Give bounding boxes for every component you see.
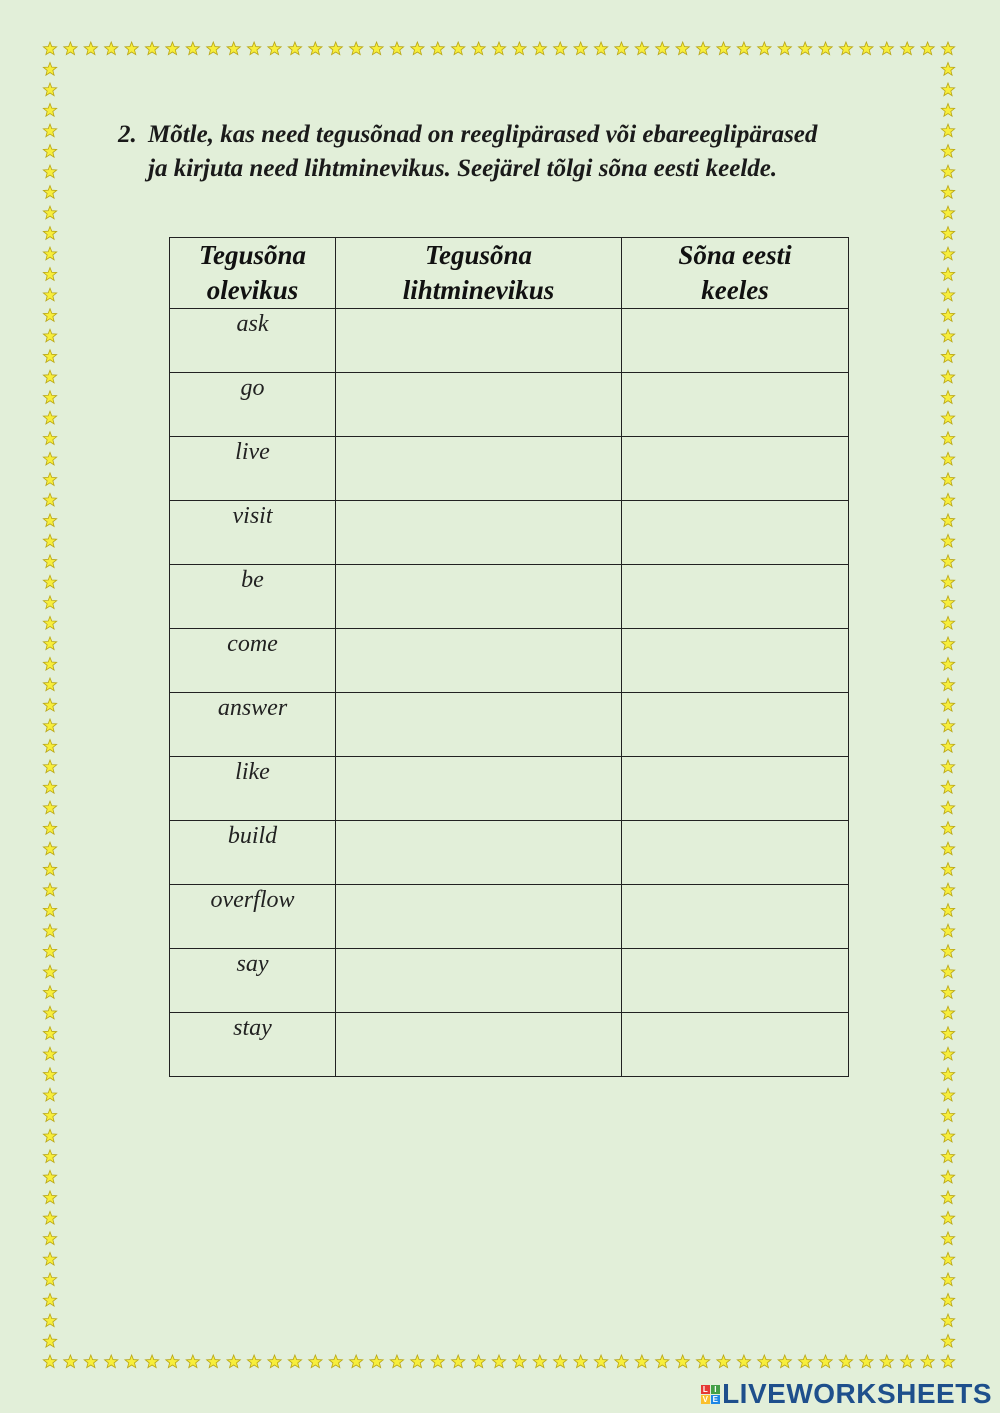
border-star [145, 42, 158, 55]
border-star [64, 1355, 77, 1368]
border-star [941, 432, 954, 445]
border-star [431, 42, 444, 55]
header-row [170, 238, 849, 309]
border-star [43, 1150, 56, 1163]
header-present-tense [170, 238, 336, 309]
border-star [452, 42, 465, 55]
border-star [43, 842, 56, 855]
border-star [288, 42, 301, 55]
border-star [941, 493, 954, 506]
verb-present-cell: overflow [170, 885, 336, 949]
border-star [778, 1355, 791, 1368]
border-star [941, 63, 954, 76]
border-star [43, 1109, 56, 1122]
verb-present-cell: ask [170, 309, 336, 373]
border-star [676, 1355, 689, 1368]
border-star [941, 83, 954, 96]
border-star [43, 822, 56, 835]
border-star [43, 1334, 56, 1347]
border-star [227, 42, 240, 55]
border-star [247, 42, 260, 55]
estonian-translation-cell[interactable] [622, 437, 849, 501]
border-star [349, 42, 362, 55]
border-star [43, 1129, 56, 1142]
border-star [329, 42, 342, 55]
border-star [452, 1355, 465, 1368]
border-star [43, 801, 56, 814]
border-star [43, 145, 56, 158]
verb-present-cell: go [170, 373, 336, 437]
border-star [84, 1355, 97, 1368]
border-star [411, 42, 424, 55]
table-row [170, 309, 849, 373]
border-star [941, 1027, 954, 1040]
border-star [186, 1355, 199, 1368]
border-star [635, 1355, 648, 1368]
past-simple-answer-cell[interactable] [336, 949, 622, 1013]
border-star [43, 247, 56, 260]
border-star [43, 63, 56, 76]
border-star [43, 863, 56, 876]
border-star [43, 1027, 56, 1040]
border-star [329, 1355, 342, 1368]
estonian-translation-cell[interactable] [622, 757, 849, 821]
border-star [941, 1314, 954, 1327]
border-star [941, 822, 954, 835]
border-star [941, 1293, 954, 1306]
border-star [43, 473, 56, 486]
header-estonian-word [622, 238, 849, 309]
border-star [941, 760, 954, 773]
border-star [941, 863, 954, 876]
header-line: keeles [701, 275, 769, 305]
verb-present-cell: live [170, 437, 336, 501]
table-row [170, 757, 849, 821]
border-star [941, 801, 954, 814]
border-star [84, 42, 97, 55]
border-star [901, 42, 914, 55]
border-star [941, 986, 954, 999]
border-star [798, 42, 811, 55]
border-star [43, 1232, 56, 1245]
border-star [43, 432, 56, 445]
header-past-simple [336, 238, 622, 309]
border-star [43, 555, 56, 568]
instruction-line-2: ja kirjuta need lihtminevikus. Seejärel tõlgi sõna eesti keelde. [148, 155, 778, 182]
border-star [554, 1355, 567, 1368]
border-star [941, 699, 954, 712]
logo-letter: E [712, 1394, 719, 1404]
border-star [941, 575, 954, 588]
border-star [941, 1334, 954, 1347]
border-star [941, 1150, 954, 1163]
border-star [941, 616, 954, 629]
table-row [170, 373, 849, 437]
border-star [941, 1006, 954, 1019]
past-simple-answer-cell[interactable] [336, 373, 622, 437]
header-line: lihtminevikus [402, 275, 555, 305]
border-star [207, 1355, 220, 1368]
liveworksheets-logo [701, 1378, 992, 1410]
border-star [145, 1355, 158, 1368]
border-star [941, 165, 954, 178]
border-star [758, 42, 771, 55]
border-star [758, 1355, 771, 1368]
verb-present-cell: come [170, 629, 336, 693]
border-star [941, 596, 954, 609]
border-star [941, 924, 954, 937]
border-star [696, 42, 709, 55]
border-star [105, 1355, 118, 1368]
estonian-translation-cell[interactable] [622, 309, 849, 373]
border-star [921, 1355, 934, 1368]
border-star [43, 1273, 56, 1286]
estonian-translation-cell[interactable] [622, 693, 849, 757]
border-star [43, 1211, 56, 1224]
verb-present-cell: build [170, 821, 336, 885]
border-star [941, 1191, 954, 1204]
estonian-translation-cell[interactable] [622, 1013, 849, 1077]
table-row [170, 949, 849, 1013]
border-star [513, 42, 526, 55]
border-star [43, 452, 56, 465]
border-star [941, 965, 954, 978]
border-star [941, 350, 954, 363]
border-star [43, 699, 56, 712]
past-simple-answer-cell[interactable] [336, 309, 622, 373]
border-star [941, 391, 954, 404]
border-star [43, 657, 56, 670]
estonian-translation-cell[interactable] [622, 629, 849, 693]
border-star [941, 1355, 954, 1368]
border-star [941, 1047, 954, 1060]
border-star [43, 124, 56, 137]
border-star [43, 1047, 56, 1060]
border-star [941, 1129, 954, 1142]
border-star [941, 719, 954, 732]
border-star [941, 534, 954, 547]
border-star [860, 42, 873, 55]
border-star [941, 555, 954, 568]
border-star [43, 575, 56, 588]
border-star [941, 329, 954, 342]
border-star [43, 781, 56, 794]
border-star [574, 1355, 587, 1368]
border-star [941, 370, 954, 383]
estonian-translation-cell[interactable] [622, 373, 849, 437]
table-row [170, 821, 849, 885]
border-star [43, 678, 56, 691]
border-star [43, 206, 56, 219]
logo-letter: L [702, 1384, 709, 1394]
table-row [170, 1013, 849, 1077]
border-star [309, 42, 322, 55]
estonian-translation-cell[interactable] [622, 885, 849, 949]
border-star [390, 1355, 403, 1368]
border-star [860, 1355, 873, 1368]
border-star [43, 986, 56, 999]
border-star [247, 1355, 260, 1368]
border-star [941, 904, 954, 917]
border-star [43, 186, 56, 199]
border-star [737, 1355, 750, 1368]
border-star [43, 83, 56, 96]
border-star [696, 1355, 709, 1368]
logo-letter: V [702, 1394, 709, 1404]
border-star [941, 1068, 954, 1081]
border-star [43, 288, 56, 301]
border-star [574, 42, 587, 55]
past-simple-answer-cell[interactable] [336, 757, 622, 821]
border-star [737, 42, 750, 55]
border-star [941, 1232, 954, 1245]
border-star [370, 42, 383, 55]
border-star [615, 1355, 628, 1368]
border-star [656, 1355, 669, 1368]
border-star [43, 1088, 56, 1101]
border-star [43, 104, 56, 117]
header-line: Tegusõna [424, 240, 533, 270]
border-star [207, 42, 220, 55]
border-star [941, 945, 954, 958]
past-simple-answer-cell[interactable] [336, 501, 622, 565]
border-star [43, 42, 56, 55]
border-star [941, 781, 954, 794]
past-simple-answer-cell[interactable] [336, 565, 622, 629]
past-simple-answer-cell[interactable] [336, 437, 622, 501]
border-star [533, 42, 546, 55]
border-star [941, 227, 954, 240]
border-star [125, 1355, 138, 1368]
border-star [635, 42, 648, 55]
border-star [941, 1273, 954, 1286]
border-star [941, 1109, 954, 1122]
border-star [941, 186, 954, 199]
past-simple-answer-cell[interactable] [336, 693, 622, 757]
border-star [594, 42, 607, 55]
border-star [941, 145, 954, 158]
border-star [125, 42, 138, 55]
border-star [390, 42, 403, 55]
border-star [941, 1211, 954, 1224]
header-line: Tegusõna [198, 240, 307, 270]
border-star [819, 1355, 832, 1368]
border-star [513, 1355, 526, 1368]
border-star [554, 42, 567, 55]
estonian-translation-cell[interactable] [622, 949, 849, 1013]
border-star [941, 473, 954, 486]
border-star [431, 1355, 444, 1368]
brand-name: LIVEWORKSHEETS [722, 1378, 992, 1409]
border-star [43, 1355, 56, 1368]
border-star [941, 452, 954, 465]
border-star [778, 42, 791, 55]
border-star [166, 1355, 179, 1368]
verb-present-cell: say [170, 949, 336, 1013]
border-star [941, 514, 954, 527]
border-star [901, 1355, 914, 1368]
border-star [941, 740, 954, 753]
border-star [941, 124, 954, 137]
border-star [941, 288, 954, 301]
estonian-translation-cell[interactable] [622, 821, 849, 885]
verb-present-cell: answer [170, 693, 336, 757]
border-star [43, 719, 56, 732]
border-star [43, 596, 56, 609]
border-star [43, 350, 56, 363]
border-star [43, 309, 56, 322]
border-star [43, 227, 56, 240]
border-star [43, 1068, 56, 1081]
border-star [941, 268, 954, 281]
border-star [43, 329, 56, 342]
border-star [43, 165, 56, 178]
border-star [43, 945, 56, 958]
border-star [309, 1355, 322, 1368]
border-star [43, 637, 56, 650]
border-star [411, 1355, 424, 1368]
border-star [43, 411, 56, 424]
border-star [288, 1355, 301, 1368]
verb-table [169, 237, 849, 1077]
border-star [43, 1252, 56, 1265]
border-star [941, 309, 954, 322]
border-star [166, 42, 179, 55]
verb-present-cell: be [170, 565, 336, 629]
border-star [717, 1355, 730, 1368]
border-star [43, 740, 56, 753]
border-star [717, 42, 730, 55]
verb-rows [170, 309, 849, 1077]
border-star [43, 391, 56, 404]
estonian-translation-cell[interactable] [622, 501, 849, 565]
border-star [43, 370, 56, 383]
border-star [880, 1355, 893, 1368]
border-star [676, 42, 689, 55]
border-star [819, 42, 832, 55]
header-line: Sõna eesti [678, 240, 792, 270]
instruction-line-1: Mõtle, kas need tegusõnad on reeglipärased või ebareeglipärased [148, 121, 818, 148]
border-star [370, 1355, 383, 1368]
border-star [43, 1293, 56, 1306]
table-row [170, 693, 849, 757]
table-row [170, 885, 849, 949]
border-star [227, 1355, 240, 1368]
border-star [43, 883, 56, 896]
border-star [615, 42, 628, 55]
border-star [43, 1191, 56, 1204]
past-simple-answer-cell[interactable] [336, 629, 622, 693]
border-star [941, 657, 954, 670]
border-star [941, 411, 954, 424]
border-star [186, 42, 199, 55]
border-star [43, 965, 56, 978]
border-star [941, 104, 954, 117]
border-star [941, 842, 954, 855]
verb-present-cell: visit [170, 501, 336, 565]
border-star [43, 616, 56, 629]
verb-present-cell: like [170, 757, 336, 821]
border-star [941, 1170, 954, 1183]
border-star [43, 1006, 56, 1019]
border-star [941, 1088, 954, 1101]
border-star [594, 1355, 607, 1368]
verb-present-cell: stay [170, 1013, 336, 1077]
border-star [839, 42, 852, 55]
task-number: 2. [118, 121, 137, 148]
border-star [268, 42, 281, 55]
border-star [941, 637, 954, 650]
border-star [492, 42, 505, 55]
border-star [656, 42, 669, 55]
estonian-translation-cell[interactable] [622, 565, 849, 629]
border-star [492, 1355, 505, 1368]
border-star [798, 1355, 811, 1368]
border-star [43, 760, 56, 773]
border-star [941, 883, 954, 896]
border-star [64, 42, 77, 55]
past-simple-answer-cell[interactable] [336, 821, 622, 885]
border-star [472, 42, 485, 55]
past-simple-answer-cell[interactable] [336, 1013, 622, 1077]
live-logo-icon [701, 1385, 720, 1404]
border-star [941, 678, 954, 691]
border-star [43, 534, 56, 547]
logo-letter: I [711, 1385, 720, 1394]
past-simple-answer-cell[interactable] [336, 885, 622, 949]
border-star [533, 1355, 546, 1368]
table-row [170, 437, 849, 501]
border-star [880, 42, 893, 55]
table-row [170, 501, 849, 565]
border-star [941, 247, 954, 260]
table-row [170, 629, 849, 693]
table-row [170, 565, 849, 629]
border-star [921, 42, 934, 55]
header-line: olevikus [206, 275, 299, 305]
border-star [43, 1170, 56, 1183]
border-star [839, 1355, 852, 1368]
border-star [472, 1355, 485, 1368]
border-star [43, 1314, 56, 1327]
border-star [941, 42, 954, 55]
border-star [105, 42, 118, 55]
border-star [43, 924, 56, 937]
border-star [349, 1355, 362, 1368]
border-star [43, 514, 56, 527]
border-star [43, 493, 56, 506]
border-star [941, 206, 954, 219]
border-star [43, 904, 56, 917]
border-star [268, 1355, 281, 1368]
border-star [43, 268, 56, 281]
border-star [941, 1252, 954, 1265]
